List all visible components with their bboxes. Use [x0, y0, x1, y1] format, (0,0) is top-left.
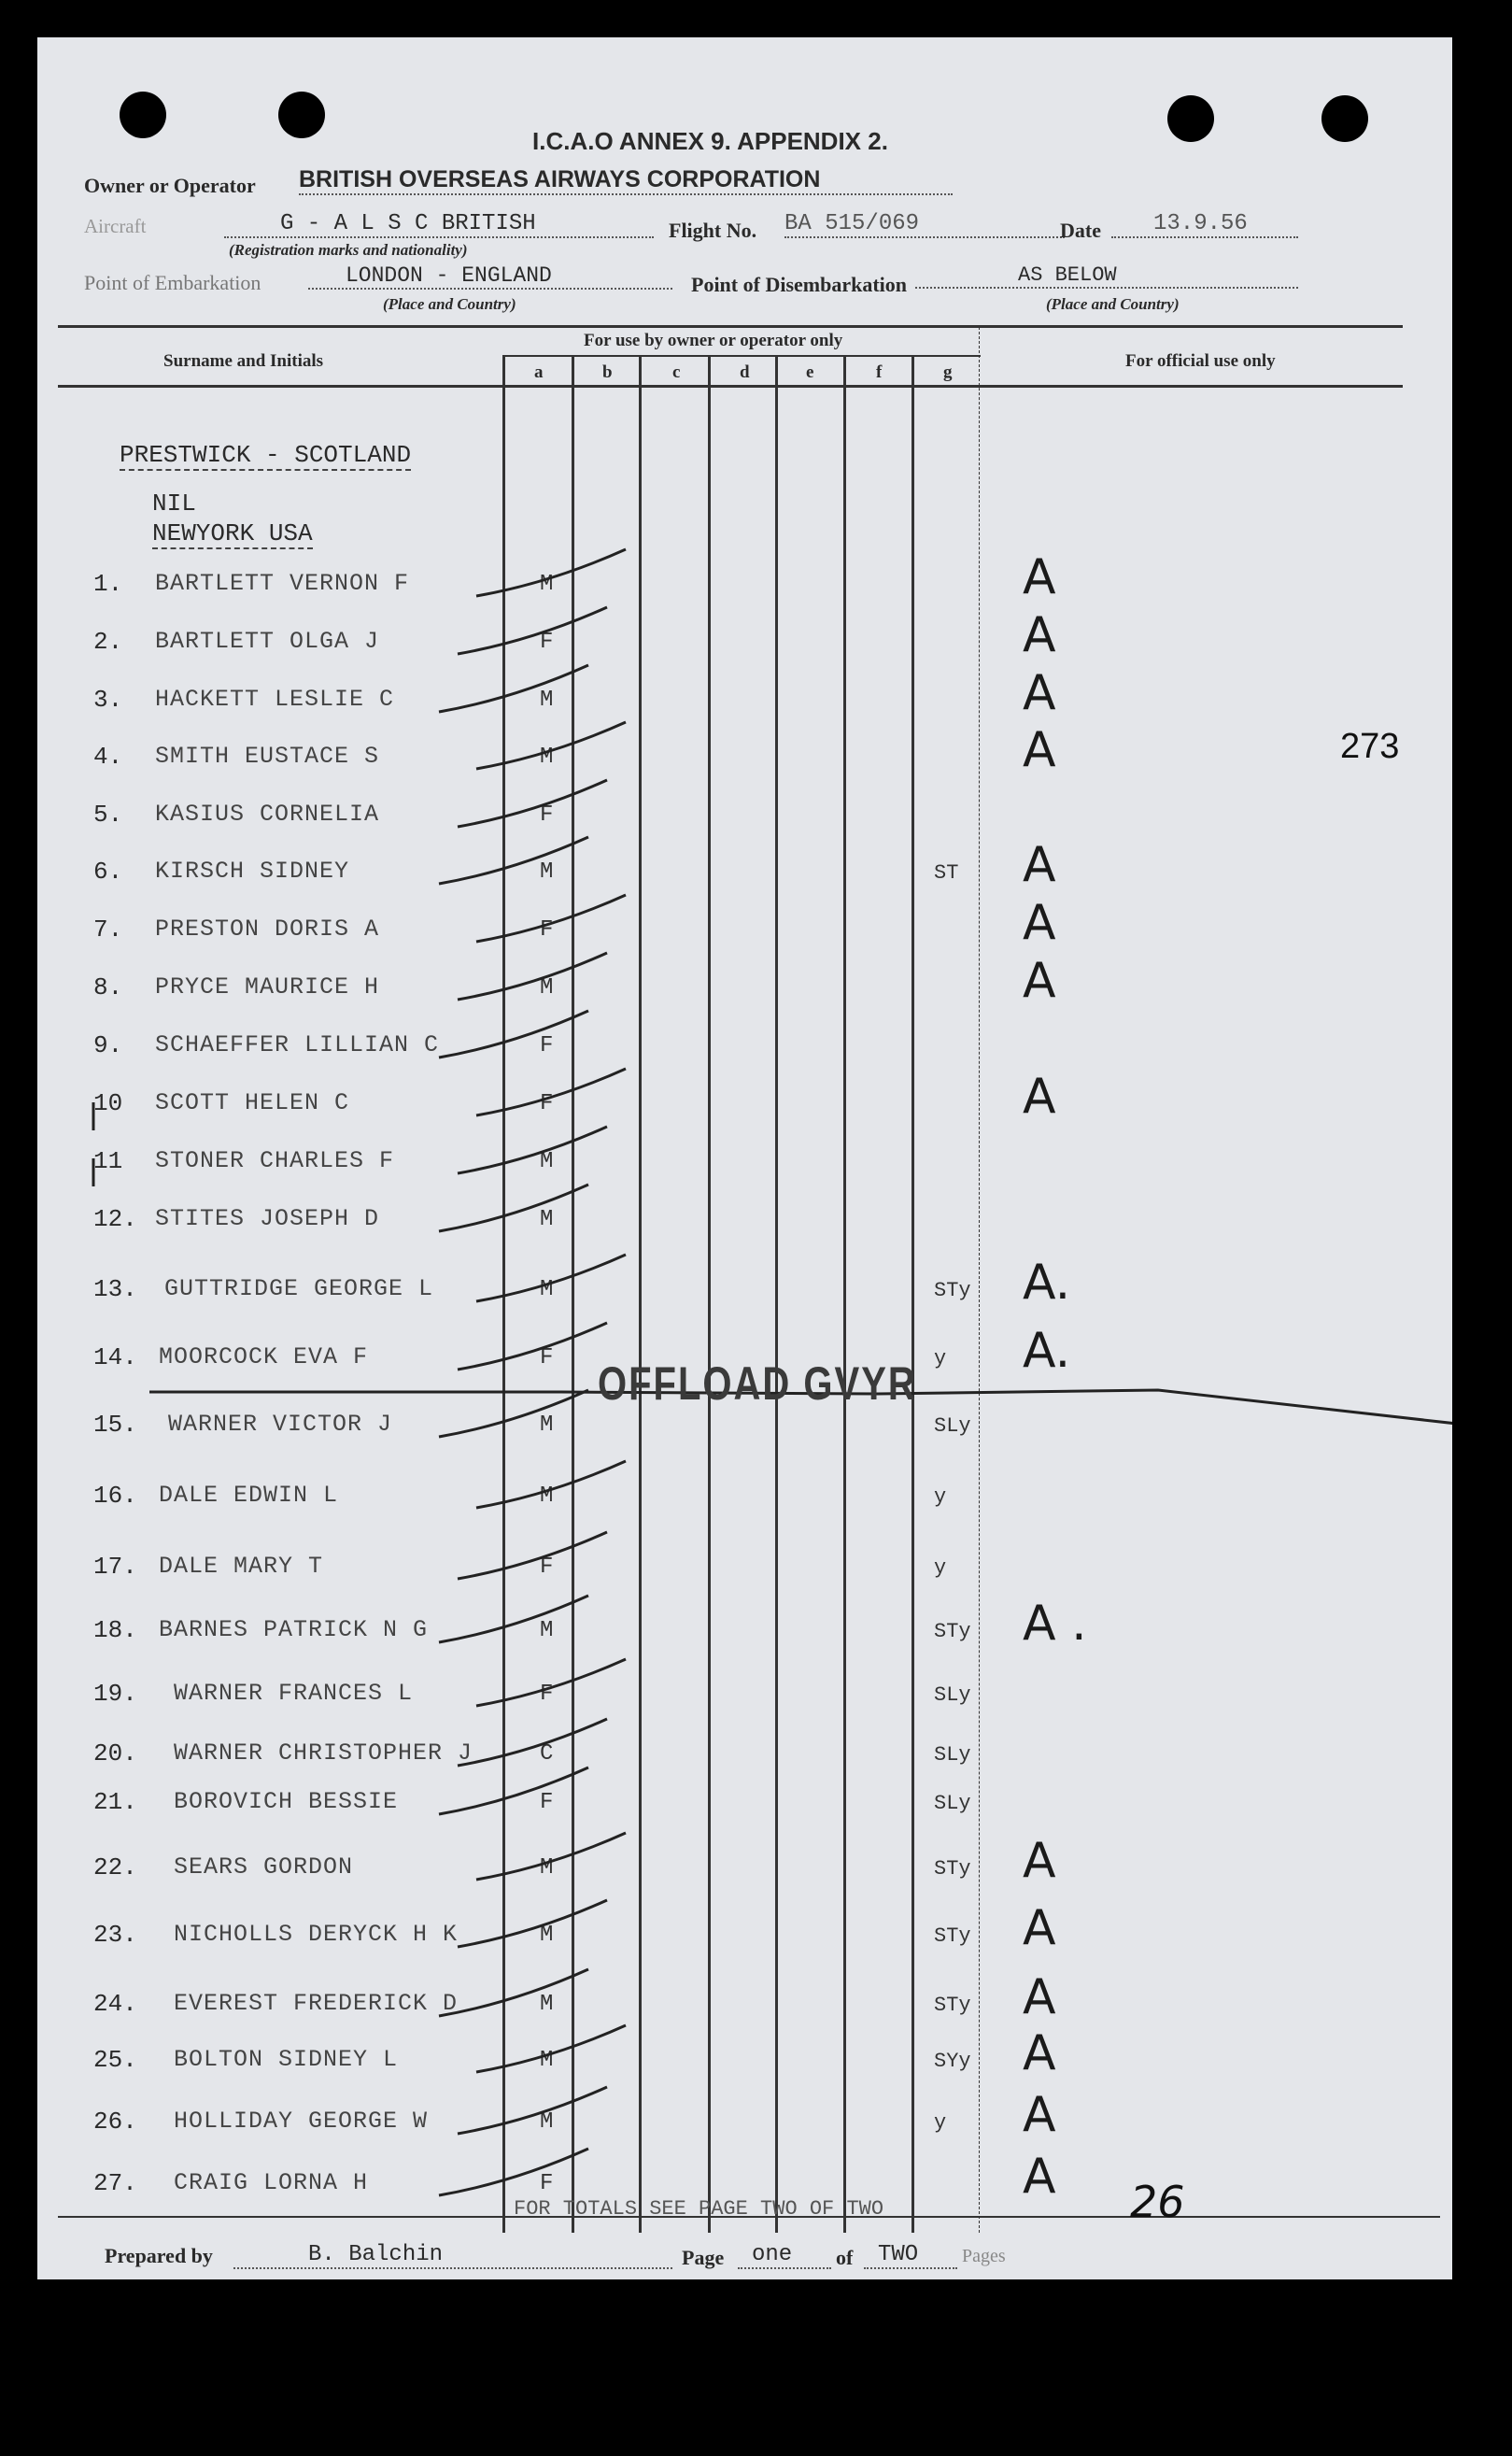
passenger-name: SEARS GORDON [174, 1853, 354, 1881]
passenger-name: WARNER VICTOR J [168, 1411, 393, 1438]
official-mark: A [1023, 722, 1056, 778]
passenger-sex: F [540, 1091, 554, 1116]
aircraft-label: Aircraft [84, 215, 147, 237]
passenger-number: 15. [93, 1411, 137, 1439]
passenger-number: 5. [93, 801, 123, 829]
passenger-sex: M [540, 1855, 554, 1881]
passenger-sex: F [540, 802, 554, 828]
passenger-number: 16. [93, 1482, 137, 1510]
embark-note: (Place and Country) [383, 295, 516, 313]
page-value: one [738, 2242, 831, 2269]
tick-stroke [458, 1900, 607, 1947]
owner-use-header: For use by owner or operator only [584, 331, 843, 350]
tick-stroke [476, 549, 626, 596]
owner-value: BRITISH OVERSEAS AIRWAYS CORPORATION [299, 166, 953, 195]
tick-stroke [476, 895, 626, 942]
official-mark: A . [1023, 1596, 1087, 1652]
passenger-number: 10 [93, 1089, 123, 1117]
date-value: 13.9.56 [1111, 211, 1298, 238]
passenger-name: NICHOLLS DERYCK H K [174, 1921, 459, 1948]
passenger-sex: F [540, 1555, 554, 1580]
pages-label: Pages [962, 2246, 1006, 2266]
official-mark: A [1023, 1969, 1056, 2025]
flight-value: BA 515/069 [784, 211, 1065, 238]
passenger-sex: F [540, 630, 554, 655]
tick-stroke [458, 2087, 607, 2134]
official-mark: A [1023, 953, 1056, 1009]
passenger-col-g: y [934, 2111, 947, 2135]
passenger-name: BOLTON SIDNEY L [174, 2046, 399, 2073]
passenger-sex: M [540, 1923, 554, 1948]
stop-nil: NIL [152, 490, 196, 518]
passenger-name: BARTLETT VERNON F [155, 570, 410, 597]
passenger-name: MOORCOCK EVA F [159, 1343, 369, 1370]
passenger-sex: M [540, 859, 554, 885]
passenger-number: 4. [93, 743, 123, 771]
official-mark: A [1023, 1833, 1056, 1889]
passenger-col-g: y [934, 1556, 947, 1580]
col-e: e [806, 362, 814, 382]
passenger-col-g: STy [934, 1857, 971, 1881]
passenger-col-g: SLy [934, 1683, 971, 1707]
passenger-name: WARNER FRANCES L [174, 1680, 414, 1707]
disembark-label: Point of Disembarkation [691, 273, 907, 296]
passenger-number: 11 [93, 1147, 123, 1175]
passenger-col-g: SYy [934, 2050, 971, 2073]
passenger-number: 3. [93, 686, 123, 714]
tick-stroke [458, 780, 607, 827]
passenger-name: STITES JOSEPH D [155, 1205, 380, 1232]
tick-stroke [458, 1719, 607, 1766]
passenger-sex: F [540, 1033, 554, 1058]
passenger-name: BARTLETT OLGA J [155, 628, 380, 655]
official-mark: A [1023, 549, 1056, 605]
passenger-number: 26. [93, 2108, 137, 2136]
passenger-name: KASIUS CORNELIA [155, 801, 380, 828]
manifest-sheet [37, 37, 1452, 2279]
passenger-name: BARNES PATRICK N G [159, 1616, 429, 1643]
owner-label: Owner or Operator [84, 174, 256, 197]
flight-label: Flight No. [669, 219, 757, 242]
col-f: f [876, 362, 883, 382]
passenger-number: 9. [93, 1031, 123, 1059]
passenger-col-g: SLy [934, 1792, 971, 1815]
passenger-sex: M [540, 1992, 554, 2017]
col-g: g [943, 362, 953, 382]
passenger-sex: M [540, 1413, 554, 1438]
passenger-col-g: SLy [934, 1743, 971, 1767]
passenger-number: 18. [93, 1616, 137, 1644]
passenger-col-g: STy [934, 1924, 971, 1948]
passenger-name: WARNER CHRISTOPHER J [174, 1739, 473, 1767]
passenger-col-g: ST [934, 861, 959, 885]
passenger-sex: M [540, 2048, 554, 2073]
official-mark: A [1023, 1900, 1056, 1956]
tick-stroke [476, 1833, 626, 1880]
passenger-name: DALE EDWIN L [159, 1482, 339, 1509]
tick-stroke [476, 2025, 626, 2072]
passenger-name: KIRSCH SIDNEY [155, 858, 350, 885]
passenger-sex: M [540, 1618, 554, 1643]
passenger-sex: M [540, 688, 554, 713]
official-mark: A [1023, 895, 1056, 951]
passenger-sex: F [540, 1790, 554, 1815]
passenger-col-g: SLy [934, 1414, 971, 1438]
official-mark: A [1023, 2149, 1056, 2205]
col-d: d [740, 362, 750, 382]
tick-stroke [476, 1659, 626, 1706]
totals-note: FOR TOTALS SEE PAGE TWO OF TWO [514, 2197, 884, 2221]
page-label: Page [682, 2246, 725, 2269]
passenger-name: SMITH EUSTACE S [155, 743, 380, 770]
passenger-col-g: STy [934, 1620, 971, 1643]
official-mark: A [1023, 1069, 1056, 1125]
passenger-number: 1. [93, 570, 123, 598]
col-a: a [534, 362, 544, 382]
offload-stamp: OFFLOAD GVYR [598, 1358, 917, 1411]
tick-stroke [458, 1323, 607, 1370]
passenger-name: HACKETT LESLIE C [155, 686, 395, 713]
passenger-col-g: STy [934, 1994, 971, 2017]
passenger-number: 2. [93, 628, 123, 656]
tick-stroke [439, 837, 588, 884]
passenger-sex: F [540, 1682, 554, 1707]
official-mark: A [1023, 665, 1056, 721]
annex-title: I.C.A.O ANNEX 9. APPENDIX 2. [532, 127, 888, 155]
passenger-col-g: y [934, 1485, 947, 1509]
passenger-number: 14. [93, 1343, 137, 1371]
tick-stroke [439, 1767, 588, 1814]
tick-stroke [476, 1255, 626, 1301]
col-c: c [672, 362, 681, 382]
passenger-col-g: STy [934, 1279, 971, 1302]
passenger-number: 6. [93, 858, 123, 886]
official-header: For official use only [1125, 351, 1276, 371]
passenger-name: EVEREST FREDERICK D [174, 1990, 459, 2017]
passenger-number: 27. [93, 2169, 137, 2197]
official-mark: A [1023, 2087, 1056, 2143]
passenger-name: DALE MARY T [159, 1553, 324, 1580]
official-mark: A [1023, 837, 1056, 893]
passenger-number: 22. [93, 1853, 137, 1881]
passenger-name: PRESTON DORIS A [155, 916, 380, 943]
passenger-sex: F [540, 917, 554, 943]
passenger-name: CRAIG LORNA H [174, 2169, 369, 2196]
passenger-sex: F [540, 1345, 554, 1370]
tick-stroke [439, 2149, 588, 2195]
passenger-number: 8. [93, 973, 123, 1001]
passenger-number: 7. [93, 916, 123, 944]
tick-stroke [458, 953, 607, 1000]
passenger-number: 19. [93, 1680, 137, 1708]
stop-prestwick: PRESTWICK - SCOTLAND [120, 441, 412, 469]
passenger-name: HOLLIDAY GEORGE W [174, 2108, 429, 2135]
tick-stroke [439, 1185, 588, 1231]
surname-header: Surname and Initials [163, 351, 324, 371]
passenger-name: GUTTRIDGE GEORGE L [164, 1275, 434, 1302]
passenger-number: 12. [93, 1205, 137, 1233]
embark-value: LONDON - ENGLAND [308, 263, 672, 290]
passenger-sex: M [540, 1149, 554, 1174]
date-label: Date [1060, 219, 1101, 242]
tick-stroke [476, 722, 626, 769]
tick-stroke [439, 1969, 588, 2016]
prepared-value: B. Balchin [233, 2242, 672, 2269]
aircraft-note: (Registration marks and nationality) [229, 241, 468, 259]
passenger-sex: M [540, 1277, 554, 1302]
official-mark: A. [1023, 1323, 1071, 1379]
tick-stroke [458, 1127, 607, 1173]
passenger-name: SCHAEFFER LILLIAN C [155, 1031, 440, 1058]
official-mark: A. [1023, 1255, 1071, 1311]
of-value: TWO [864, 2242, 957, 2269]
handwritten-total: 26 [1130, 2177, 1185, 2227]
col-b: b [602, 362, 613, 382]
passenger-number: 21. [93, 1788, 137, 1816]
passenger-sex: C [540, 1741, 554, 1767]
stop-newyork: NEWYORK USA [152, 519, 313, 547]
passenger-number: 23. [93, 1921, 137, 1949]
passenger-number: 13. [93, 1275, 137, 1303]
passenger-name: STONER CHARLES F [155, 1147, 395, 1174]
passenger-name: SCOTT HELEN C [155, 1089, 350, 1116]
passenger-sex: M [540, 1484, 554, 1509]
passenger-sex: M [540, 572, 554, 597]
tick-stroke [476, 1069, 626, 1115]
passenger-number: 25. [93, 2046, 137, 2074]
passenger-name: PRYCE MAURICE H [155, 973, 380, 1001]
of-label: of [836, 2246, 854, 2269]
official-mark: A [1023, 607, 1056, 663]
passenger-number: 17. [93, 1553, 137, 1581]
passenger-sex: M [540, 2109, 554, 2135]
tick-stroke [476, 1461, 626, 1508]
aircraft-value: G - A L S C BRITISH [224, 211, 654, 238]
tick-stroke [439, 665, 588, 712]
tick-stroke [439, 1011, 588, 1058]
tick-stroke [458, 607, 607, 654]
tick-stroke [458, 1532, 607, 1579]
passenger-sex: M [540, 975, 554, 1001]
passenger-name: BOROVICH BESSIE [174, 1788, 399, 1815]
passenger-sex: M [540, 745, 554, 770]
embark-label: Point of Embarkation [84, 271, 261, 294]
handwritten-ticks [37, 37, 1452, 2279]
passenger-sex: M [540, 1207, 554, 1232]
passenger-number: 24. [93, 1990, 137, 2018]
page-number: 273 [1340, 727, 1400, 766]
passenger-number: 20. [93, 1739, 137, 1767]
disembark-note: (Place and Country) [1046, 295, 1180, 313]
passenger-sex: F [540, 2171, 554, 2196]
disembark-value: AS BELOW [915, 263, 1298, 289]
prepared-label: Prepared by [105, 2244, 213, 2267]
passenger-col-g: y [934, 1347, 947, 1370]
tick-stroke [439, 1596, 588, 1642]
tick-stroke [439, 1390, 588, 1437]
official-mark: A [1023, 2025, 1056, 2081]
